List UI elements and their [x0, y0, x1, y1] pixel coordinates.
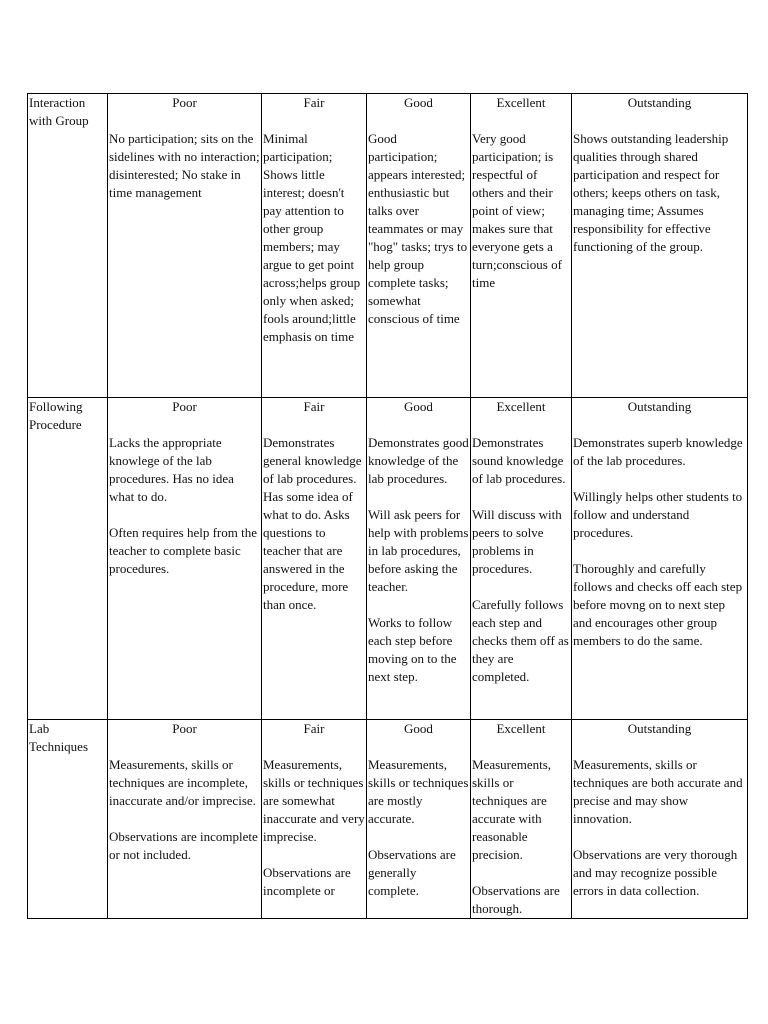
level-heading: Fair: [303, 399, 325, 414]
descriptor-text: Willingly helps other students to follow and understand procedures.: [573, 489, 743, 540]
descriptor-text: Thoroughly and carefully follows and checks off each step before movng on to next step and encourages other group members to do the same.: [573, 561, 743, 648]
level-heading: Good: [404, 95, 433, 110]
criterion-label: Following Procedure: [29, 399, 83, 432]
descriptor-text: Demonstrates good knowledge of the lab procedures.: [368, 435, 469, 486]
level-heading: Poor: [172, 95, 197, 110]
level-cell-good: [367, 94, 471, 398]
level-cell-outstanding: [572, 720, 748, 919]
criterion-label: Interaction with Group: [29, 95, 89, 128]
level-heading: Outstanding: [627, 721, 692, 736]
descriptor-text: Minimal participation; Shows little interest; doesn't pay attention to other group members; may argue to get point across;helps group only when asked; fools around;little emphasis on time: [263, 131, 361, 344]
descriptor-text: Good participation; appears interested; enthusiastic but talks over teammates or may "hog" tasks; trys to help group complete tasks; somewhat conscious of time: [368, 131, 468, 326]
criterion-cell: [28, 94, 108, 398]
descriptor-text: Demonstrates superb knowledge of the lab procedures.: [573, 435, 743, 468]
level-cell-excellent: [471, 94, 572, 398]
descriptor-text: Will ask peers for help with problems in lab procedures, before asking the teacher.: [368, 507, 469, 594]
descriptor-text: Will discuss with peers to solve problems in procedures.: [472, 507, 562, 576]
level-cell-excellent: [471, 398, 572, 720]
descriptor-text: Observations are very thorough and may recognize possible errors in data collection.: [573, 847, 738, 898]
level-heading: Excellent: [496, 95, 546, 110]
descriptor-text: Measurements, skills or techniques are accurate with reasonable precision.: [472, 757, 552, 862]
descriptor-text: Observations are generally complete.: [368, 847, 456, 898]
level-heading: Outstanding: [627, 399, 692, 414]
descriptor-text: Measurements, skills or techniques are somewhat inaccurate and very imprecise.: [263, 757, 365, 844]
descriptor-text: Observations are incomplete or not included.: [109, 829, 258, 862]
criterion-label: Lab Techniques: [29, 721, 89, 754]
level-cell-poor: [108, 720, 262, 919]
descriptor-text: Demonstrates sound knowledge of lab procedures.: [472, 435, 566, 486]
level-cell-outstanding: [572, 94, 748, 398]
criterion-cell: [28, 720, 108, 919]
level-heading: Poor: [172, 399, 197, 414]
descriptor-text: Carefully follows each step and checks them off as they are completed.: [472, 597, 569, 684]
level-cell-fair: [262, 94, 367, 398]
level-cell-fair: [262, 398, 367, 720]
descriptor-text: Very good participation; is respectful of others and their point of view; makes sure that everyone gets a turn;conscious of time: [472, 131, 562, 290]
level-heading: Good: [404, 399, 433, 414]
descriptor-text: No participation; sits on the sidelines with no interaction; disinterested; No stake in time management: [109, 131, 260, 200]
rubric-row-techniques: [28, 720, 748, 919]
level-heading: Excellent: [496, 399, 546, 414]
rubric-row-procedure: [28, 398, 748, 720]
rubric-row-interaction: [28, 94, 748, 398]
level-cell-poor: [108, 94, 262, 398]
level-heading: Fair: [303, 95, 325, 110]
level-cell-good: [367, 720, 471, 919]
descriptor-text: Observations are thorough.: [472, 883, 560, 916]
level-cell-fair: [262, 720, 367, 919]
level-heading: Outstanding: [627, 95, 692, 110]
descriptor-text: Lacks the appropriate knowlege of the lab procedures. Has no idea what to do.: [109, 435, 234, 504]
level-heading: Excellent: [496, 721, 546, 736]
level-cell-good: [367, 398, 471, 720]
level-cell-poor: [108, 398, 262, 720]
descriptor-text: Works to follow each step before moving on to the next step.: [368, 615, 457, 684]
descriptor-text: Measurements, skills or techniques are both accurate and precise and may show innovation.: [573, 757, 743, 826]
rubric-table: [27, 93, 748, 919]
level-heading: Good: [404, 721, 433, 736]
criterion-cell: [28, 398, 108, 720]
level-heading: Fair: [303, 721, 325, 736]
descriptor-text: Often requires help from the teacher to complete basic procedures.: [109, 525, 258, 576]
descriptor-text: Observations are incomplete or: [263, 865, 351, 898]
level-cell-outstanding: [572, 398, 748, 720]
level-cell-excellent: [471, 720, 572, 919]
descriptor-text: Measurements, skills or techniques are incomplete, inaccurate and/or imprecise.: [109, 757, 256, 808]
descriptor-text: Demonstrates general knowledge of lab procedures. Has some idea of what to do. Asks questions to teacher that are answered in the procedure, more than once.: [263, 435, 362, 612]
descriptor-text: Shows outstanding leadership qualities through shared participation and respect for others; keeps others on task, managing time; Assumes responsibility for effective functioning of the group.: [573, 131, 729, 254]
descriptor-text: Measurements, skills or techniques are mostly accurate.: [368, 757, 469, 826]
level-heading: Poor: [172, 721, 197, 736]
